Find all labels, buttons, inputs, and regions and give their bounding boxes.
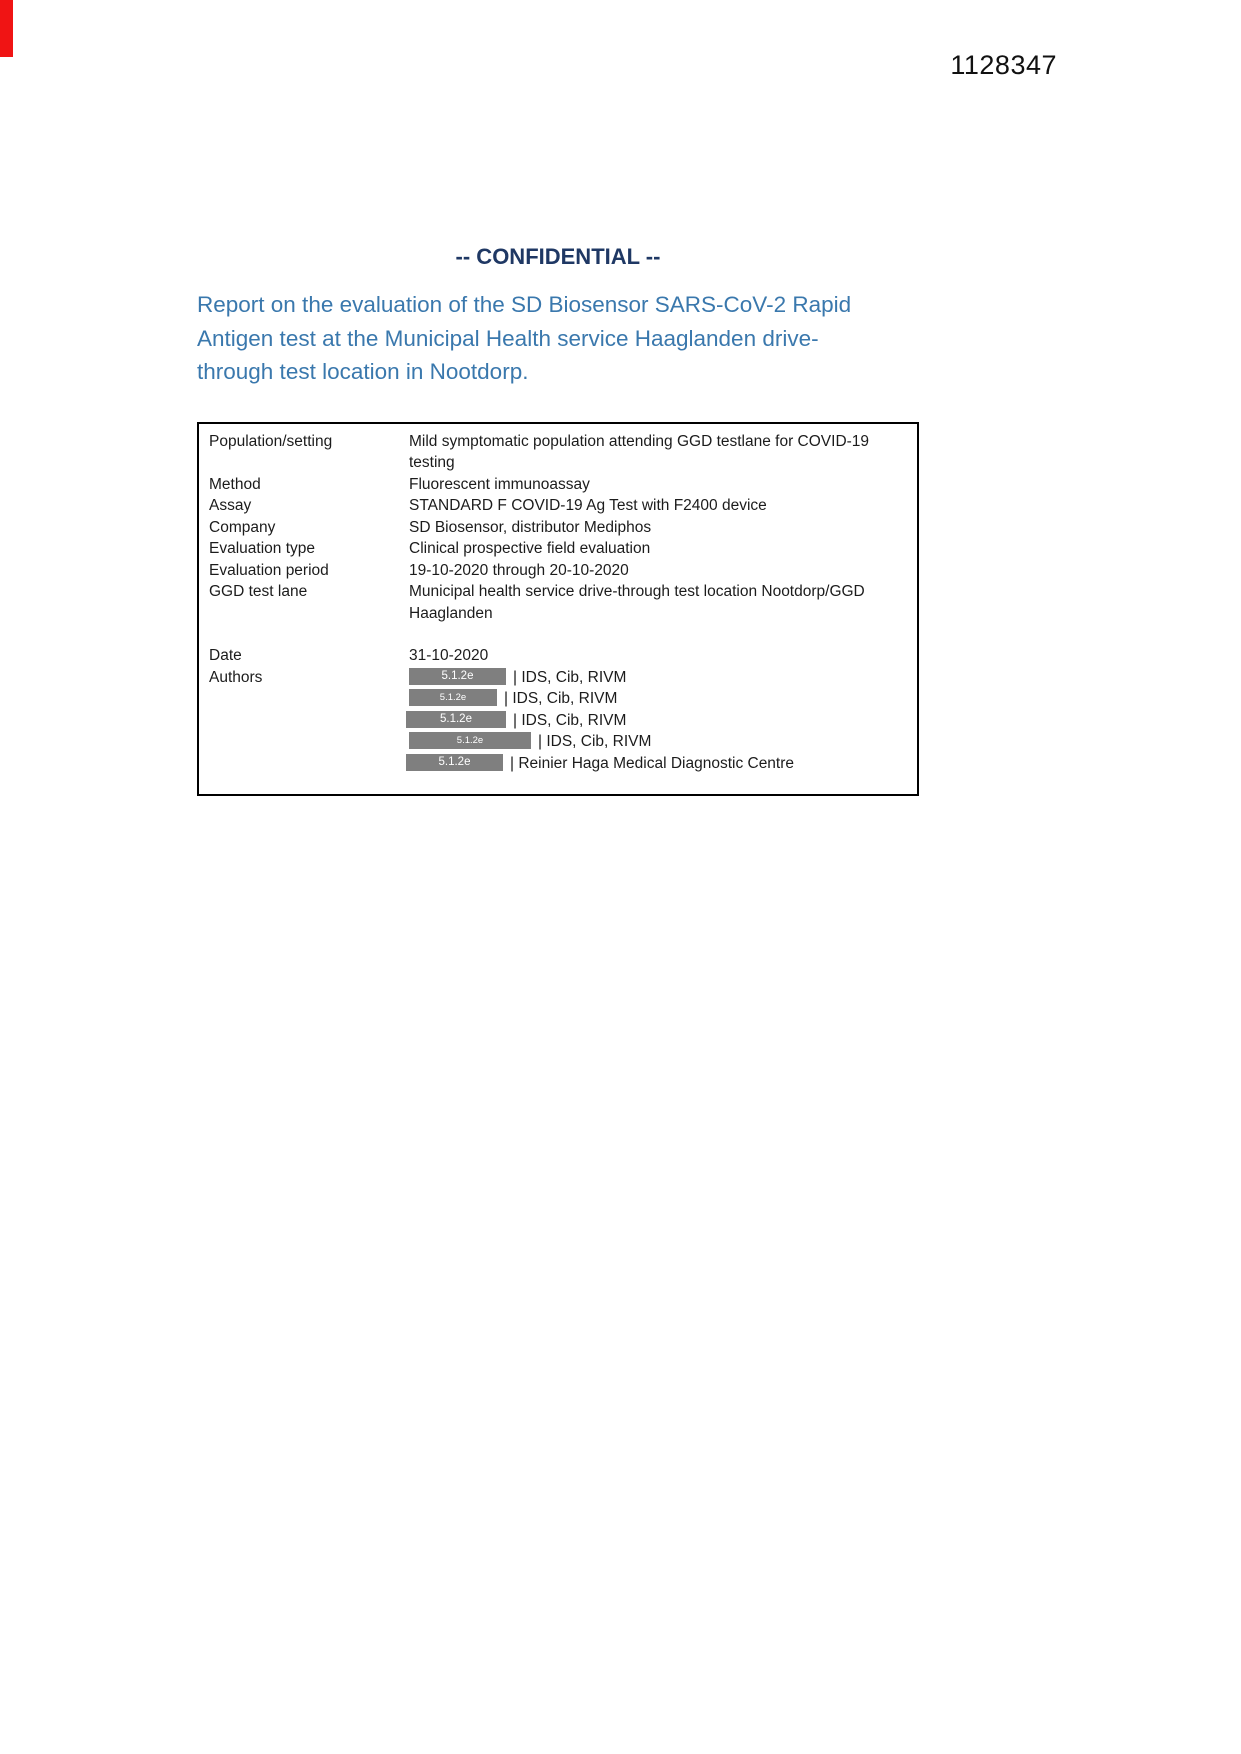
author-affiliation: | IDS, Cib, RIVM	[513, 711, 627, 729]
author-affiliation: | IDS, Cib, RIVM	[538, 733, 652, 750]
page-content	[197, 0, 919, 796]
table-row	[209, 474, 909, 496]
redaction-box: 5.1.2e	[406, 711, 506, 728]
row-label: Company	[209, 518, 276, 536]
table-row	[209, 495, 909, 517]
row-value: Clinical prospective field evaluation	[409, 540, 651, 557]
author-affiliation: | IDS, Cib, RIVM	[513, 668, 627, 686]
document-number: 1128347	[950, 50, 1057, 80]
row-value: STANDARD F COVID-19 Ag Test with F2400 device	[409, 497, 767, 514]
row-label: Date	[209, 647, 242, 664]
row-value: Municipal health service drive-through test location Nootdorp/GGD Haaglanden	[409, 583, 865, 622]
table-row	[209, 581, 909, 624]
author-line	[409, 710, 909, 732]
authors-list	[409, 667, 909, 775]
row-value: Mild symptomatic population attending GGD testlane for COVID-19 testing	[409, 432, 870, 471]
row-label: GGD test lane	[209, 583, 308, 600]
row-value: 19-10-2020 through 20-10-2020	[409, 561, 629, 579]
confidential-banner: -- CONFIDENTIAL --	[455, 244, 661, 269]
author-line	[409, 731, 909, 753]
row-value: Fluorescent immunoassay	[409, 475, 590, 493]
row-value: 31-10-2020	[409, 647, 489, 664]
row-label: Population/setting	[209, 432, 333, 450]
table-row	[209, 517, 909, 539]
table-row-authors	[209, 667, 909, 775]
table-row	[209, 538, 909, 560]
author-line	[409, 667, 909, 689]
author-affiliation: | Reinier Haga Medical Diagnostic Centre	[510, 754, 795, 772]
table-row	[209, 431, 909, 474]
author-line	[409, 753, 909, 775]
row-value: SD Biosensor, distributor Mediphos	[409, 518, 652, 536]
report-title: Report on the evaluation of the SD Biosensor SARS-CoV-2 Rapid Antigen test at the Municipal Health service Haaglanden drive-through test location in Nootdorp.	[197, 292, 852, 384]
summary-table	[197, 422, 919, 797]
row-label: Method	[209, 475, 261, 493]
redaction-box: 5.1.2e	[409, 689, 497, 706]
row-label: Authors	[209, 668, 263, 686]
row-label: Assay	[209, 497, 252, 514]
redaction-box: 5.1.2e	[409, 732, 531, 749]
redaction-box: 5.1.2e	[409, 668, 506, 685]
row-label: Evaluation type	[209, 540, 315, 557]
row-label: Evaluation period	[209, 561, 329, 579]
redaction-box: 5.1.2e	[406, 754, 503, 771]
table-row-date	[209, 645, 909, 667]
author-line	[409, 688, 909, 710]
table-row	[209, 560, 909, 582]
red-corner-mark	[0, 0, 13, 57]
author-affiliation: | IDS, Cib, RIVM	[504, 690, 618, 707]
